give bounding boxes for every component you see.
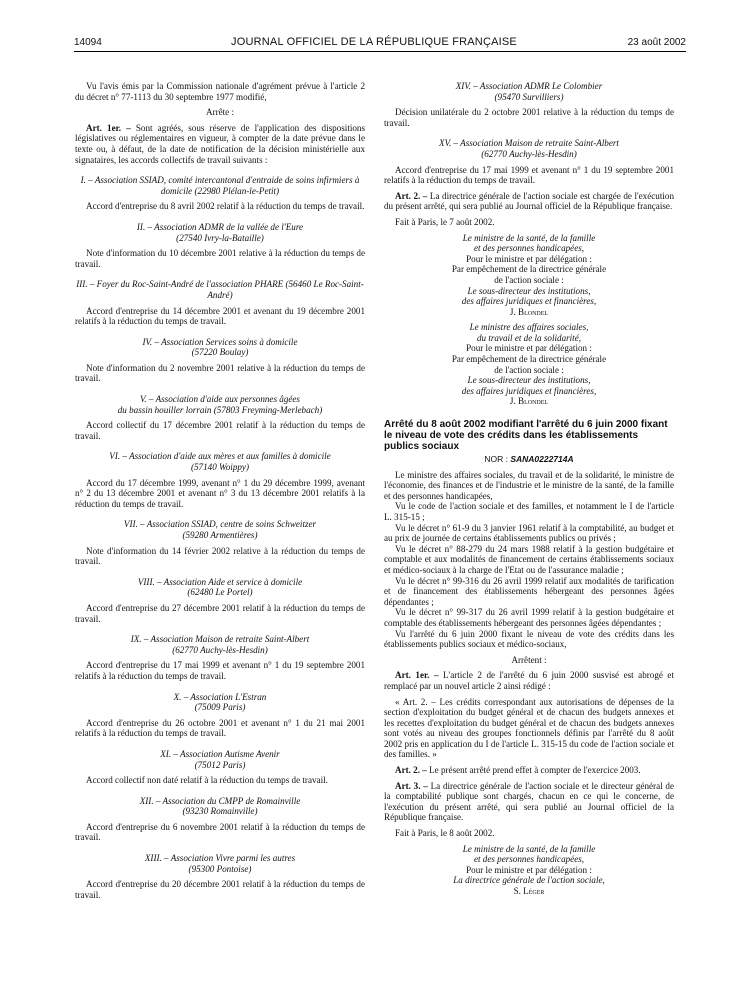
agreement-title: I. – Association SSIAD, comité intercantonal d'entraide de soins infirmiers à domicile (22980 Plélan-le-Petit) (80, 175, 360, 196)
agreement-location: (57220 Boulay) (191, 347, 249, 358)
visa-paragraph: Vu le décret n° 61-9 du 3 janvier 1961 relatif à la comptabilité, au budget et au prix de journée de certains établissements publics ou privés ; (384, 522, 674, 544)
agreement-title: V. – Association d'aide aux personnes âgées (140, 394, 300, 405)
fait-a-paris-2: Fait à Paris, le 8 août 2002. (395, 828, 495, 839)
article-text: La directrice générale de l'action sociale est chargée de l'exécution du présent arrêté, qui sera publié au Journal officiel de la République française. (384, 190, 674, 212)
agreement-text: Accord d'entreprise du 27 décembre 2001 relatif à la réduction du temps de travail. (75, 602, 365, 624)
agreement-text: Accord d'entreprise du 8 avril 2002 relatif à la réduction du temps de travail. (86, 201, 365, 212)
decree-article-3 (384, 781, 674, 823)
signature-line: S. Léger (513, 886, 545, 896)
agreement-title: VII. – Association SSIAD, centre de soins Schweitzer (123, 519, 317, 530)
signature-line: de l'action sociale : (494, 274, 564, 285)
agreement-location: (62480 Le Portel) (187, 587, 253, 598)
left-column (75, 81, 365, 900)
intro-paragraph: Vu l'avis émis par la Commission nationale d'agrément prévue à l'article 2 du décret n° 77-1113 du 30 septembre 1977 modifié, (75, 81, 365, 102)
visa-paragraph: Vu le décret n° 99-317 du 26 avril 1999 relatif à la gestion budgétaire et comptable des établissements hébergeant des personnes âgées dépendantes ; (384, 607, 674, 628)
journal-title: JOURNAL OFFICIEL DE LA RÉPUBLIQUE FRANÇAISE (231, 36, 517, 48)
agreement-title: VI. – Association d'aide aux mères et aux familles à domicile (109, 451, 331, 462)
visa-paragraph: Le ministre des affaires sociales, du travail et de la solidarité, le ministre de l'économie, des finances et de l'industrie et le ministre de la santé, de la famille et des personnes handicapées, (384, 469, 674, 501)
signature-block-2 (384, 322, 674, 407)
signature-line: Pour le ministre et par délégation : (466, 864, 592, 875)
agreement-text: Accord collectif du 17 décembre 2001 relatif à la réduction du temps de travail. (75, 420, 365, 441)
arretent-heading: Arrêtent : (511, 654, 547, 665)
article-text: L'article 2 de l'arrêté du 6 juin 2000 susvisé est abrogé et remplacé par un nouvel article 2 ainsi rédigé : (384, 670, 674, 691)
agreement-location: (95300 Pontoise) (188, 863, 252, 874)
agreement-title: XI. – Association Autisme Avenir (160, 748, 280, 759)
quoted-article: « Art. 2. – Les crédits correspondant aux autorisations de dépenses de la section d'exploitation du budget général et de chacun des budgets annexes et les recettes d'exploitation du budget général et de chacun des budgets annexes sont votés au niveau des groupes fonctionnels définis par l'arrêté du 8 août 2002 pris en application du I de l'article L. 315-15 du code de l'action sociale et des familles. » (384, 696, 674, 760)
article-1 (75, 123, 365, 165)
signature-line: Le ministre de la santé, de la famille (462, 232, 596, 243)
signature-line: et des personnes handicapées, (473, 854, 585, 865)
signature-line: La directrice générale de l'action sociale, (453, 875, 605, 886)
agreement-location: (59280 Armentières) (182, 530, 258, 540)
signature-line: des affaires juridiques et financières, (461, 296, 597, 307)
fait-a-paris: Fait à Paris, le 7 août 2002. (395, 216, 495, 227)
agreement-location: (75012 Paris) (194, 759, 246, 770)
article-label: Art. 2. – (395, 765, 427, 776)
agreement-title: IX. – Association Maison de retraite Saint-Albert (130, 634, 310, 645)
agreement-list-continued (384, 81, 674, 186)
agreement-text: Accord d'entreprise du 20 décembre 2001 relatif à la réduction du temps de travail. (75, 879, 365, 900)
agreement-title: III. – Foyer du Roc-Saint-André de l'association PHARE (56460 Le Roc-Saint-André) (76, 279, 364, 300)
agreement-location: (62770 Auchy-lès-Hesdin) (172, 644, 268, 655)
agreement-text: Note d'information du 10 décembre 2001 relative à la réduction du temps de travail. (75, 248, 365, 269)
signature-block-3 (384, 844, 674, 897)
agreement-text: Accord d'entreprise du 26 octobre 2001 et avenant n° 1 du 21 mai 2001 relatifs à la réduction du temps de travail. (75, 717, 365, 739)
signature-line: Pour le ministre et par délégation : (466, 343, 592, 354)
agreement-text: Accord du 17 décembre 1999, avenant n° 1 du 29 décembre 1999, avenant n° 2 du 13 décembre 2001 et avenant n° 3 du 13 décembre 2001 relatifs à la réduction du temps de travail. (75, 477, 365, 509)
arrete-heading: Arrête : (205, 107, 235, 118)
agreement-title: II. – Association ADMR de la vallée de l'Eure (136, 221, 304, 232)
agreement-location: (27540 Ivry-la-Bataille) (176, 232, 264, 243)
agreement-title: VIII. – Association Aide et service à domicile (137, 576, 303, 587)
article-text: Sont agréés, sous réserve de l'application des dispositions législatives ou réglementaires en vigueur, à compter de la date prévue dans le texte ou, à défaut, de la date de notification de la décision ministérielle aux signataires, les accords collectifs de travail suivants : (75, 122, 366, 165)
agreement-text: Accord d'entreprise du 17 mai 1999 et avenant n° 1 du 19 septembre 2001 relatifs à la réduction du temps de travail. (384, 164, 674, 186)
agreement-text: Accord collectif non daté relatif à la réduction du temps de travail. (86, 775, 328, 786)
agreement-text: Accord d'entreprise du 6 novembre 2001 relatif à la réduction du temps de travail. (75, 821, 365, 843)
visa-paragraph: Vu l'arrêté du 6 juin 2000 fixant le niveau de vote des crédits dans les établissements publics sociaux et médico-sociaux, (384, 628, 674, 650)
article-label: Art. 2. – (395, 190, 428, 201)
agreement-title: IV. – Association Services soins à domicile (142, 336, 298, 347)
nor-reference (384, 454, 674, 465)
agreement-list (75, 175, 365, 900)
agreement-text: Note d'information du 2 novembre 2001 relative à la réduction du temps de travail. (75, 362, 365, 384)
signature-line: Le ministre des affaires sociales, (469, 322, 589, 333)
agreement-title: XV. – Association Maison de retraite Saint-Albert (439, 138, 619, 149)
signature-line: Par empêchement de la directrice générale (451, 354, 607, 365)
signature-line: du travail et de la solidarité, (476, 332, 582, 343)
page-number: 14094 (74, 37, 102, 48)
issue-date: 23 août 2002 (627, 37, 686, 48)
article-2 (384, 191, 674, 212)
signature-block-1 (384, 233, 674, 318)
agreement-location: (93230 Romainville) (182, 806, 258, 817)
agreement-location: du bassin houiller lorrain (57803 Freyming-Merlebach) (117, 404, 323, 415)
signature-line: des affaires juridiques et financières, (461, 385, 597, 396)
signature-line: Le ministre de la santé, de la famille (462, 843, 596, 854)
right-column (384, 81, 674, 897)
nor-label: NOR : (484, 454, 508, 465)
decree-title: Arrêté du 8 août 2002 modifiant l'arrêté du 6 juin 2000 fixant le niveau de vote des crédits dans les établissements publics sociaux (384, 419, 668, 453)
signature-line: Par empêchement de la directrice générale (451, 264, 607, 275)
agreement-location: (95470 Survilliers) (494, 91, 564, 102)
agreement-title: XIV. – Association ADMR Le Colombier (455, 81, 603, 91)
decree-article-2 (384, 765, 674, 776)
page-header (0, 0, 748, 58)
signature-line: Pour le ministre et par délégation : (466, 253, 592, 264)
article-label: Art. 1er. – (395, 670, 439, 681)
agreement-location: (57140 Woippy) (190, 462, 249, 473)
agreement-location: (62770 Auchy-lès-Hesdin) (481, 148, 577, 159)
signature-line: J. Blondel (509, 396, 549, 407)
signature-line: Le sous-directeur des institutions, (467, 285, 591, 296)
article-text: La directrice générale de l'action sociale et le directeur général de la comptabilité publique sont chargés, chacun en ce qui le concerne, de l'exécution du présent arrêté, qui sera publié au Journal officiel de la République française. (384, 780, 674, 823)
agreement-title: X. – Association L'Estran (173, 691, 267, 702)
article-text: Le présent arrêté prend effet à compter de l'exercice 2003. (426, 765, 641, 776)
agreement-location: (75009 Paris) (194, 702, 246, 713)
signature-line: J. Blondel (509, 306, 549, 317)
agreement-text: Décision unilatérale du 2 octobre 2001 relative à la réduction du temps de travail. (384, 107, 674, 128)
agreement-text: Accord d'entreprise du 14 décembre 2001 et avenant du 19 décembre 2001 relatifs à la réduction du temps de travail. (75, 305, 365, 327)
decree-article-1 (384, 670, 674, 691)
visa-paragraph: Vu le décret n° 88-279 du 24 mars 1988 relatif à la gestion budgétaire et comptable et aux modalités de financement de certains établissements sociaux et médico-sociaux à la charge de l'Etat ou de l'assurance maladie ; (384, 543, 674, 575)
agreement-title: XIII. – Association Vivre parmi les autres (144, 853, 296, 864)
visas-list (384, 470, 674, 650)
agreement-text: Accord d'entreprise du 17 mai 1999 et avenant n° 1 du 19 septembre 2001 relatifs à la réduction du temps de travail. (75, 660, 365, 681)
visa-paragraph: Vu le code de l'action sociale et des familles, et notamment le I de l'article L. 315-15 ; (384, 501, 674, 522)
agreement-text: Note d'information du 14 février 2002 relative à la réduction du temps de travail. (75, 545, 365, 567)
nor-value: SANA0222714A (510, 454, 574, 465)
article-label: Art. 1er. – (86, 122, 131, 133)
signature-line: Le sous-directeur des institutions, (467, 375, 591, 386)
signature-line: de l'action sociale : (494, 364, 564, 375)
agreement-title: XII. – Association du CMPP de Romainville (139, 795, 301, 806)
signature-line: et des personnes handicapées, (473, 243, 585, 254)
header-rule (74, 51, 686, 52)
visa-paragraph: Vu le décret n° 99-316 du 26 avril 1999 relatif aux modalités de tarification et de financement des établissements hébergeant des personnes âgées dépendantes ; (384, 575, 674, 607)
article-label: Art. 3. – (395, 780, 428, 791)
